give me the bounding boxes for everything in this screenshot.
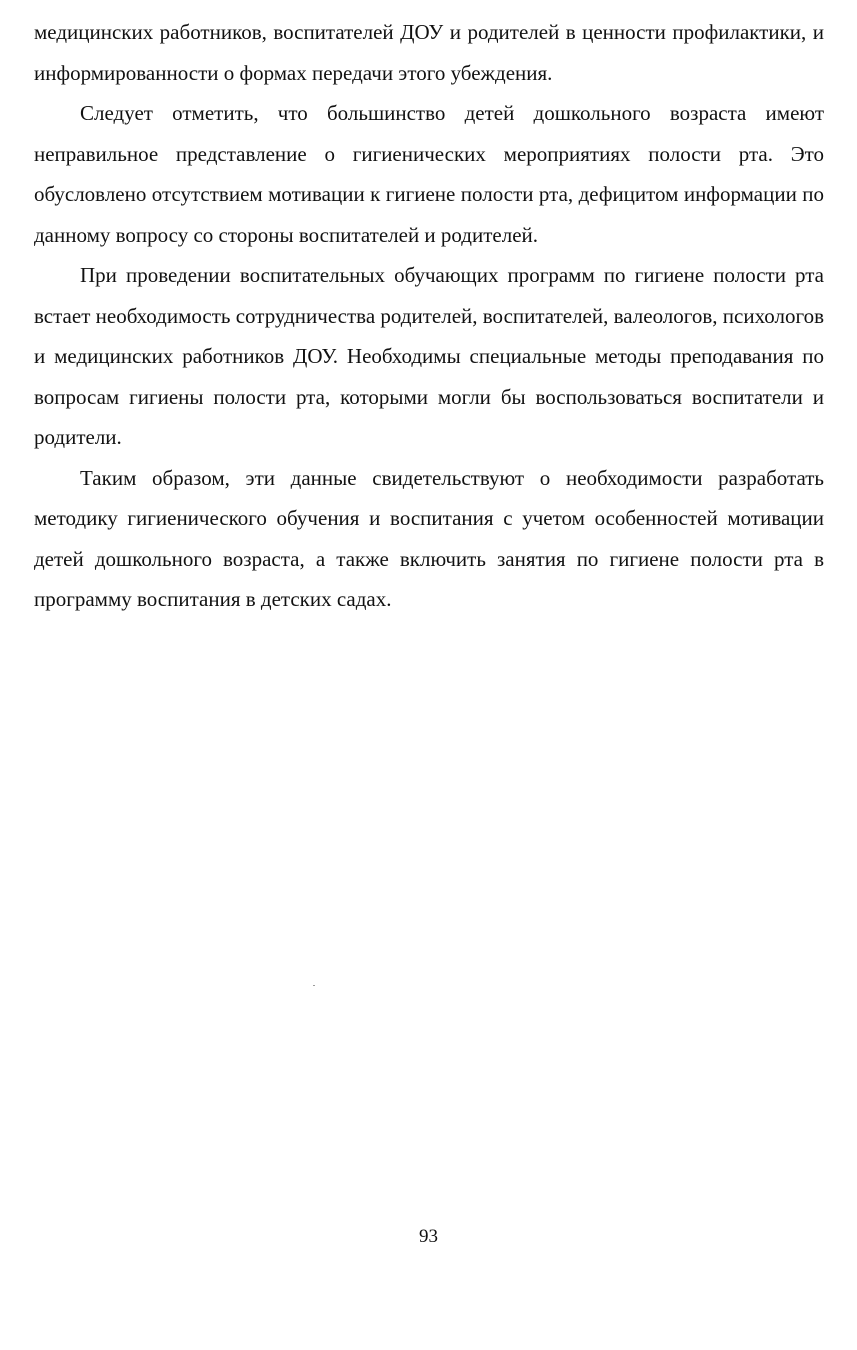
paragraph: Таким образом, эти данные свидетельствуют о необходимости разработать методику гигиенического обучения и воспитания с учетом особенностей мотивации детей дошкольного возраста, а также включить занятия по гигиене полости рта в программу воспитания в детских садах. <box>34 465 824 611</box>
paragraph: При проведении воспитательных обучающих программ по гигиене полости рта встает необходимость сотрудничества родителей, воспитателей, валеологов, психологов и медицинских работников ДОУ. Необходимы специальные методы преподавания по вопросам гигиены полости рта, которыми могли бы воспользоваться воспитатели и родители. <box>34 263 824 449</box>
page-number: 93 <box>419 1226 438 1247</box>
paragraph-continued: медицинских работников, воспитателей ДОУ и родителей в ценности профилактики, и информированности о формах передачи этого убеждения. <box>34 20 824 85</box>
body-text <box>34 12 824 620</box>
scan-speck <box>313 985 315 986</box>
paragraph: Следует отметить, что большинство детей дошкольного возраста имеют неправильное представление о гигиенических мероприятиях полости рта. Это обусловлено отсутствием мотивации к гигиене полости рта, дефицитом информации по данному вопросу со стороны воспитателей и родителей. <box>34 101 824 247</box>
